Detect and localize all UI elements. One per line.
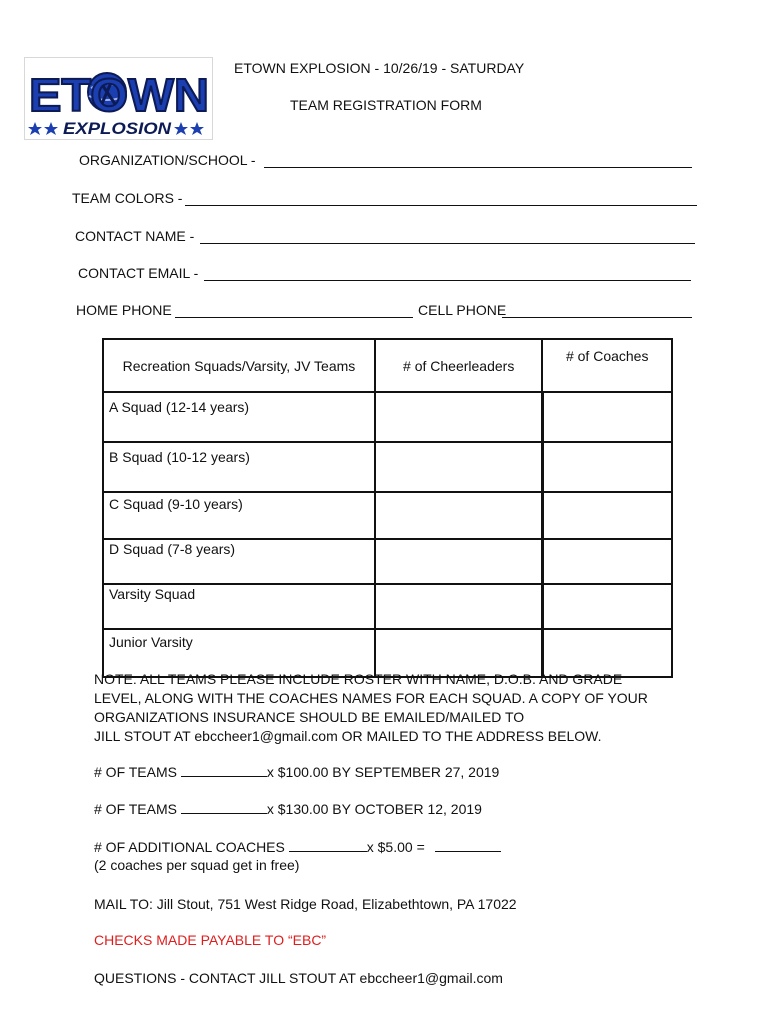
event-title: ETOWN EXPLOSION - 10/26/19 - SATURDAY bbox=[234, 60, 525, 76]
logo-word: ETOWN bbox=[29, 69, 209, 121]
form-title: TEAM REGISTRATION FORM bbox=[290, 97, 482, 113]
logo-graphic bbox=[25, 58, 212, 139]
organization-field[interactable] bbox=[264, 167, 692, 168]
cell-phone-field[interactable] bbox=[502, 317, 692, 318]
checks-payable: CHECKS MADE PAYABLE TO “EBC” bbox=[94, 932, 327, 948]
table-header-row bbox=[103, 339, 672, 392]
coaches-free-note: (2 coaches per squad get in free) bbox=[94, 857, 300, 873]
coaches-count-field[interactable] bbox=[289, 839, 367, 852]
column-header: # of Coaches bbox=[542, 339, 672, 392]
column-header: # of Cheerleaders bbox=[375, 339, 543, 392]
cheerleaders-cell[interactable] bbox=[375, 442, 543, 492]
cheerleaders-cell[interactable] bbox=[375, 584, 543, 629]
coaches-cell[interactable] bbox=[542, 392, 672, 442]
cell-phone-label: CELL PHONE bbox=[418, 302, 507, 318]
column-header: Recreation Squads/Varsity, JV Teams bbox=[103, 339, 375, 392]
cheerleaders-cell[interactable] bbox=[375, 492, 543, 539]
coaches-price: x $5.00 = bbox=[366, 839, 425, 855]
coaches-total-field[interactable] bbox=[435, 839, 501, 852]
teams-price: x $100.00 BY SEPTEMBER 27, 2019 bbox=[266, 764, 500, 780]
team-colors-label: TEAM COLORS - bbox=[72, 190, 183, 206]
coaches-fee-line bbox=[94, 839, 501, 855]
squad-label: Varsity Squad bbox=[103, 584, 375, 629]
contact-name-label: CONTACT NAME - bbox=[75, 228, 195, 244]
teams-label: # OF TEAMS bbox=[94, 801, 177, 817]
table-row bbox=[103, 392, 672, 442]
coaches-cell[interactable] bbox=[542, 442, 672, 492]
home-phone-field[interactable] bbox=[175, 317, 413, 318]
questions-contact: QUESTIONS - CONTACT JILL STOUT AT ebccheer1@gmail.com bbox=[94, 970, 503, 986]
contact-email-label: CONTACT EMAIL - bbox=[78, 265, 199, 281]
coaches-cell[interactable] bbox=[542, 539, 672, 584]
squad-table bbox=[102, 338, 673, 678]
logo-subword: EXPLOSION bbox=[63, 119, 172, 138]
coaches-cell[interactable] bbox=[542, 492, 672, 539]
squad-label: Junior Varsity bbox=[103, 629, 375, 677]
note-line: ORGANIZATIONS INSURANCE SHOULD BE EMAILED/MAILED TO bbox=[94, 709, 525, 725]
coaches-cell[interactable] bbox=[542, 584, 672, 629]
coaches-label: # OF ADDITIONAL COACHES bbox=[94, 839, 285, 855]
table-row bbox=[103, 539, 672, 584]
roster-note bbox=[94, 670, 674, 746]
note-line: NOTE: ALL TEAMS PLEASE INCLUDE ROSTER WITH NAME, D.O.B. AND GRADE bbox=[94, 671, 623, 687]
teams-count-field-1[interactable] bbox=[181, 764, 267, 777]
contact-name-field[interactable] bbox=[200, 243, 695, 244]
table-row bbox=[103, 584, 672, 629]
team-colors-field[interactable] bbox=[185, 205, 697, 206]
organization-label: ORGANIZATION/SCHOOL - bbox=[79, 152, 256, 168]
teams-count-field-2[interactable] bbox=[181, 801, 267, 814]
note-line: JILL STOUT AT ebccheer1@gmail.com OR MAILED TO THE ADDRESS BELOW. bbox=[94, 728, 602, 744]
table-row bbox=[103, 442, 672, 492]
squad-label: C Squad (9-10 years) bbox=[103, 492, 375, 539]
teams-label: # OF TEAMS bbox=[94, 764, 177, 780]
etown-explosion-logo bbox=[24, 57, 213, 140]
cheerleaders-cell[interactable] bbox=[375, 392, 543, 442]
squad-label: A Squad (12-14 years) bbox=[103, 392, 375, 442]
squad-label: B Squad (10-12 years) bbox=[103, 442, 375, 492]
cheerleaders-cell[interactable] bbox=[375, 539, 543, 584]
teams-fee-line-2 bbox=[94, 801, 482, 817]
mail-to-address: MAIL TO: Jill Stout, 751 West Ridge Road, Elizabethtown, PA 17022 bbox=[94, 896, 517, 912]
contact-email-field[interactable] bbox=[204, 280, 691, 281]
teams-fee-line-1 bbox=[94, 764, 499, 780]
table-row bbox=[103, 492, 672, 539]
teams-price: x $130.00 BY OCTOBER 12, 2019 bbox=[266, 801, 482, 817]
note-line: LEVEL, ALONG WITH THE COACHES NAMES FOR EACH SQUAD. A COPY OF YOUR bbox=[94, 690, 648, 706]
squad-label: D Squad (7-8 years) bbox=[103, 539, 375, 584]
home-phone-label: HOME PHONE bbox=[76, 302, 172, 318]
